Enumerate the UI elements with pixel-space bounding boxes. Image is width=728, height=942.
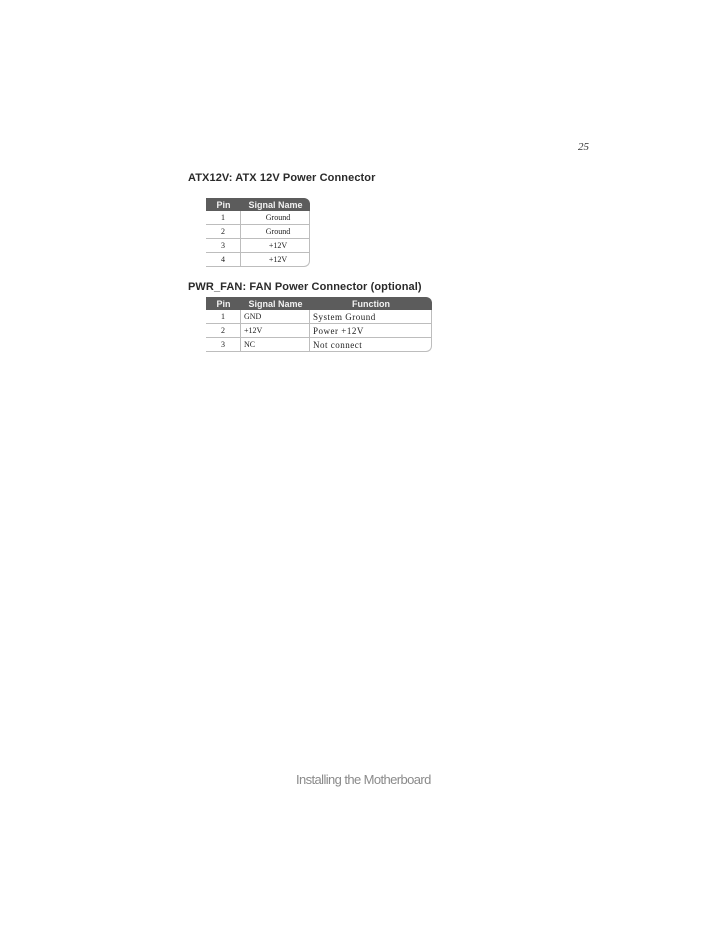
table-row bbox=[206, 324, 432, 338]
signal-name-cell: +12V bbox=[241, 253, 310, 267]
table-row bbox=[206, 338, 432, 352]
table-header-row bbox=[206, 297, 432, 310]
signal-name-cell: GND bbox=[241, 310, 310, 324]
table-row bbox=[206, 239, 310, 253]
atx12v-pin-table bbox=[206, 198, 310, 267]
column-header-pin: Pin bbox=[206, 297, 241, 310]
pin-cell: 2 bbox=[206, 225, 241, 239]
pin-cell: 2 bbox=[206, 324, 241, 338]
pin-cell: 3 bbox=[206, 239, 241, 253]
table-row bbox=[206, 211, 310, 225]
table-row bbox=[206, 310, 432, 324]
signal-name-cell: Ground bbox=[241, 225, 310, 239]
function-cell: System Ground bbox=[310, 310, 432, 324]
page-number: 25 bbox=[578, 141, 589, 153]
table-row bbox=[206, 225, 310, 239]
function-cell: Power +12V bbox=[310, 324, 432, 338]
pin-cell: 1 bbox=[206, 310, 241, 324]
pin-cell: 1 bbox=[206, 211, 241, 225]
signal-name-cell: +12V bbox=[241, 324, 310, 338]
pin-cell: 4 bbox=[206, 253, 241, 267]
column-header-signal-name: Signal Name bbox=[241, 198, 310, 211]
function-cell: Not connect bbox=[310, 338, 432, 352]
signal-name-cell: Ground bbox=[241, 211, 310, 225]
pwr-fan-pin-table bbox=[206, 297, 432, 352]
signal-name-cell: NC bbox=[241, 338, 310, 352]
table-header-row bbox=[206, 198, 310, 211]
column-header-pin: Pin bbox=[206, 198, 241, 211]
table-row bbox=[206, 253, 310, 267]
footer-chapter-title: Installing the Motherboard bbox=[296, 772, 431, 787]
column-header-function: Function bbox=[310, 297, 432, 310]
section-title-atx12v: ATX12V: ATX 12V Power Connector bbox=[188, 172, 376, 184]
pin-cell: 3 bbox=[206, 338, 241, 352]
column-header-signal-name: Signal Name bbox=[241, 297, 310, 310]
section-title-pwr-fan: PWR_FAN: FAN Power Connector (optional) bbox=[188, 281, 422, 293]
signal-name-cell: +12V bbox=[241, 239, 310, 253]
